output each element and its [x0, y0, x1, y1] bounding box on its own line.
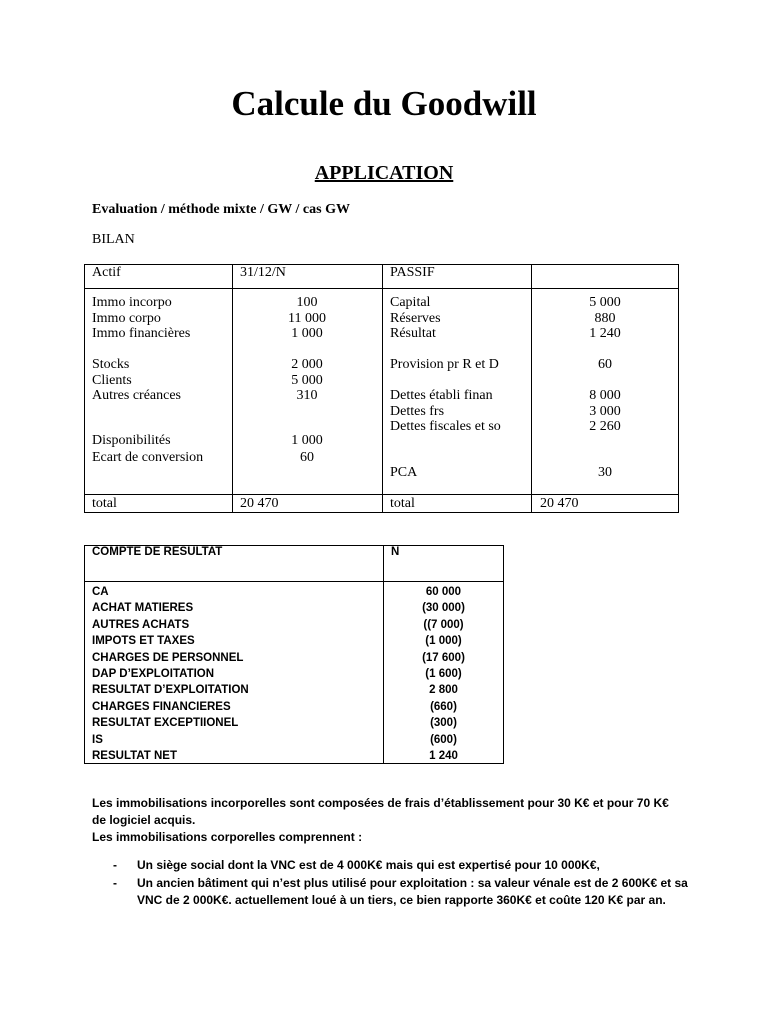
actif-label: Disponibilités	[92, 433, 171, 448]
cr-row-value: (17 600)	[422, 651, 465, 664]
passif-label: Dettes établi finan	[390, 388, 493, 403]
actif-label: Stocks	[92, 357, 130, 372]
actif-value: 100	[296, 295, 318, 310]
bilan-table	[84, 264, 679, 513]
passif-value: 3 000	[589, 403, 621, 419]
cr-row-value: 1 240	[429, 750, 458, 763]
cr-header-column: N	[391, 546, 400, 558]
actif-value: 1 000	[291, 326, 323, 341]
bilan-label: BILAN	[92, 232, 135, 247]
cr-row-value: 60 000	[425, 586, 462, 598]
cr-row-value: ((7 000)	[423, 618, 464, 631]
passif-value: 5 000	[589, 295, 621, 310]
page-title: Calcule du Goodwill	[231, 84, 537, 123]
cr-row-value: (1 600)	[425, 668, 462, 681]
header-passif: PASSIF	[390, 265, 435, 280]
list-item-text: Un ancien bâtiment qui n’est plus utilisé pour exploitation : sa valeur vénale est de 2 600K€ et sa VNC de 2 000K€. actuellement loué à un tiers, ce bien rapporte 360K€ et coûte 120 K€ par an.	[137, 876, 688, 907]
list-item	[92, 857, 692, 874]
actif-label: Ecart de conversion	[92, 449, 204, 465]
cr-row-label: RESULTAT NET	[92, 750, 177, 763]
actif-label: Immo corpo	[92, 310, 161, 326]
cr-row-value: (600)	[430, 733, 457, 746]
actif-label: Autres créances	[92, 388, 182, 403]
list-item	[92, 875, 692, 909]
list-item-text: Un siège social dont la VNC est de 4 000K€ mais qui est expertisé pour 10 000K€,	[137, 858, 600, 872]
actif-value: 60	[300, 449, 314, 465]
actif-value: 2 000	[291, 357, 323, 372]
total-divider	[85, 494, 678, 495]
cr-row-label: IS	[92, 733, 103, 746]
cr-row-label: CHARGES FINANCIERES	[92, 700, 231, 713]
passif-label: Capital	[390, 295, 431, 310]
passif-value: 1 240	[589, 326, 621, 341]
column-divider	[382, 265, 383, 512]
bullet-marker: -	[113, 858, 117, 872]
actif-value: 11 000	[288, 310, 326, 326]
cr-row-label: AUTRES ACHATS	[92, 618, 190, 631]
passif-label: Provision pr R et D	[390, 357, 499, 372]
total-passif-value: 20 470	[540, 496, 579, 511]
cr-row-value: (30 000)	[422, 602, 465, 615]
cr-row-label: RESULTAT EXCEPTIIONEL	[92, 717, 239, 730]
total-actif-label: total	[92, 496, 117, 511]
cr-row-label: ACHAT MATIERES	[92, 602, 194, 615]
passif-value: 30	[598, 465, 612, 480]
cr-row-value: 2 800	[429, 684, 458, 697]
cr-row-value: (300)	[430, 717, 457, 730]
actif-label: Clients	[92, 372, 132, 388]
passif-label: Dettes fiscales et so	[390, 419, 501, 434]
cr-row-label: IMPOTS ET TAXES	[92, 635, 195, 648]
header-date: 31/12/N	[240, 265, 286, 280]
bullet-marker: -	[113, 876, 117, 890]
passif-value: 8 000	[589, 388, 621, 403]
paragraph-incorporelles	[92, 795, 692, 846]
cr-header-label: COMPTE DE RESULTAT	[92, 546, 223, 558]
cr-row-value: (1 000)	[425, 635, 462, 648]
section-subtitle: APPLICATION	[314, 162, 454, 184]
actif-value: 310	[296, 388, 318, 403]
cr-row-label: RESULTAT D’EXPLOITATION	[92, 684, 249, 697]
method-line: Evaluation / méthode mixte / GW / cas GW	[92, 202, 350, 217]
actif-value: 1 000	[291, 433, 323, 448]
total-actif-value: 20 470	[240, 496, 279, 511]
passif-label: Réserves	[390, 310, 441, 326]
passif-label: PCA	[390, 465, 418, 480]
passif-label: Dettes frs	[390, 403, 445, 419]
header-divider	[85, 288, 678, 289]
header-divider	[85, 581, 503, 582]
passif-value: 60	[598, 357, 612, 372]
paragraph-line: Les immobilisations incorporelles sont composées de frais d’établissement pour 30 K€ et pour 70 K€	[92, 796, 669, 810]
cr-row-value: (660)	[430, 700, 457, 713]
passif-label: Résultat	[390, 326, 436, 341]
actif-label: Immo incorpo	[92, 295, 172, 310]
actif-label: Immo financières	[92, 326, 191, 341]
passif-value: 880	[594, 310, 616, 326]
actif-value: 5 000	[291, 372, 323, 388]
paragraph-line: de logiciel acquis.	[92, 813, 196, 827]
cr-row-label: CA	[92, 586, 109, 598]
bullet-list	[92, 857, 692, 909]
cr-row-label: DAP D’EXPLOITATION	[92, 668, 215, 681]
cr-row-label: CHARGES DE PERSONNEL	[92, 651, 244, 664]
passif-value: 2 260	[589, 419, 621, 434]
total-passif-label: total	[390, 496, 415, 511]
header-actif: Actif	[92, 265, 121, 280]
paragraph-line: Les immobilisations corporelles comprennent :	[92, 830, 363, 844]
compte-resultat-table	[84, 545, 504, 764]
